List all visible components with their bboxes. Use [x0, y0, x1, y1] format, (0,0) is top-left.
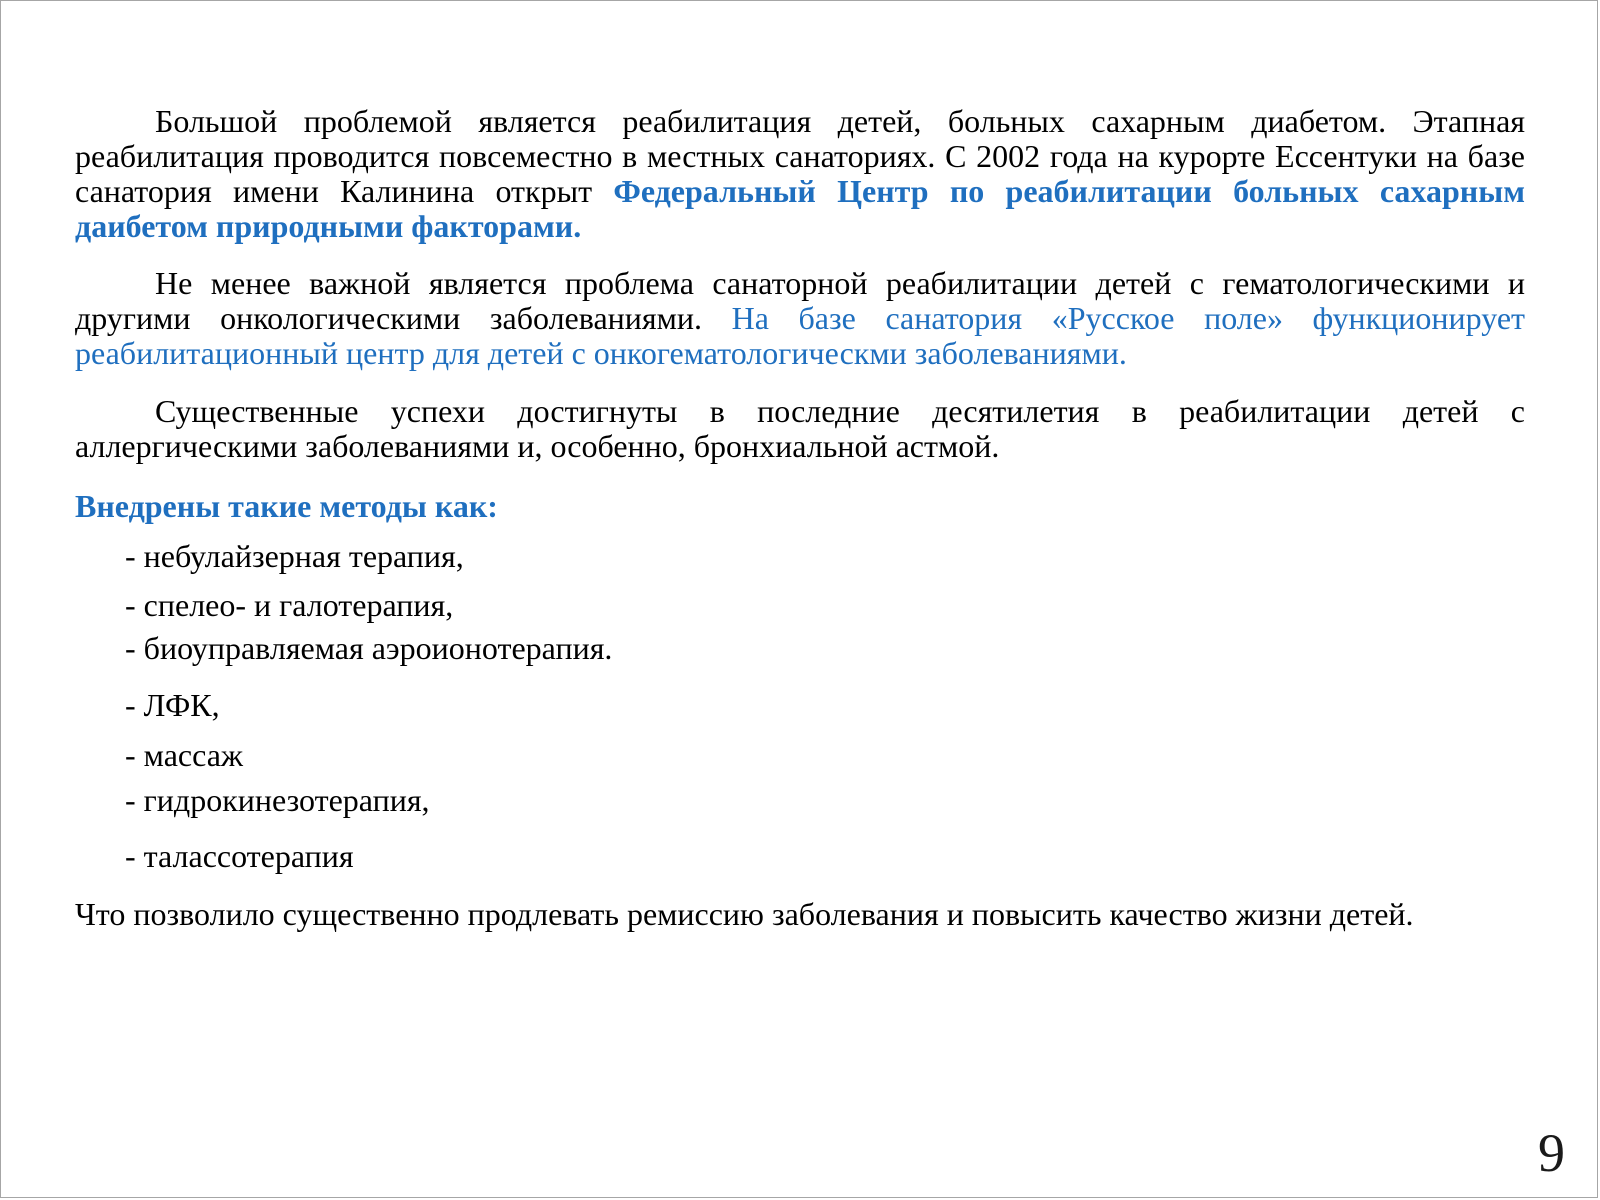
list-item: - спелео- и галотерапия, [125, 587, 454, 623]
paragraph-oncology-text: Не менее важной является проблема санаторной реабилитации детей с гематологическими и другими онкологическими заболеваниями. [75, 265, 1525, 336]
page-number: 9 [1538, 1123, 1565, 1183]
paragraph-allergy-text: Существенные успехи достигнуты в последние десятилетия в реабилитации детей с аллергическими заболеваниями и, особенно, бронхиальной астмой. [75, 393, 1525, 464]
list-item: - массаж [125, 737, 243, 773]
russkoe-pole-highlight: На базе санатория «Русское поле» функционирует реабилитационный центр для детей с онкогематологическми заболеваниями. [75, 300, 1526, 371]
list-item: - гидрокинезотерапия, [125, 782, 430, 818]
list-item: - талассотерапия [125, 838, 354, 874]
slide-content [75, 104, 1525, 932]
methods-heading: Внедрены такие методы как: [75, 488, 498, 524]
federal-center-highlight: Федеральный Центр по реабилитации больных сахарным даибетом природными факторами. [75, 173, 1526, 244]
paragraph-oncology [75, 266, 1525, 371]
paragraph-allergy [75, 394, 1525, 464]
paragraph-diabetes [75, 104, 1525, 244]
list-item: - ЛФК, [125, 687, 220, 723]
list-item: - небулайзерная терапия, [125, 538, 464, 574]
methods-list [75, 539, 1525, 874]
conclusion-paragraph: Что позволило существенно продлевать ремиссию заболевания и повысить качество жизни детей. [75, 896, 1414, 932]
paragraph-diabetes-text: Большой проблемой является реабилитация детей, больных сахарным диабетом. Этапная реабилитация проводится повсеместно в местных санаториях. С 2002 года на курорте Ессентуки на базе санатория имени Калинина открыт [75, 103, 1525, 209]
list-item: - биоуправляемая аэроионотерапия. [125, 630, 613, 666]
